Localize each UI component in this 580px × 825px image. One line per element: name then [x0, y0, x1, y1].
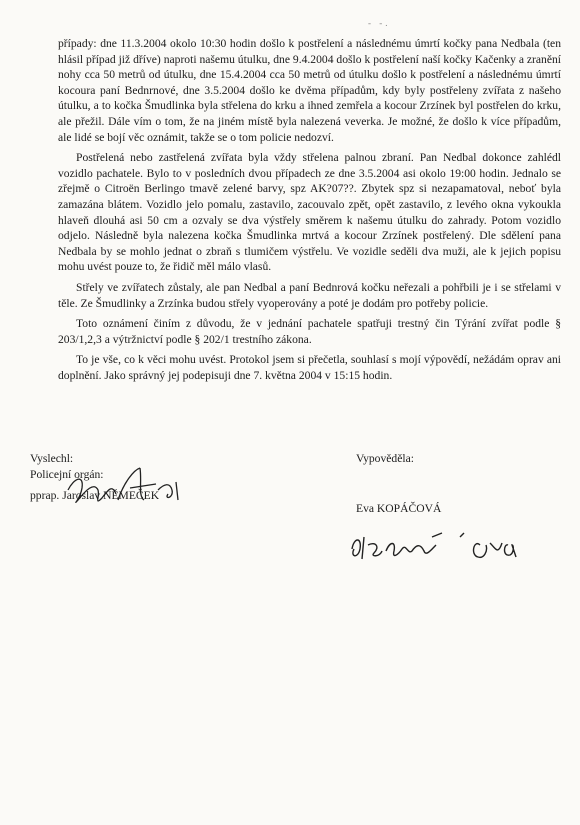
paragraph-vehicle: Postřelená nebo zastřelená zvířata byla vždy střelena palnou zbraní. Pan Nedbal dokonce zahlédl vozidlo pachatele. Bylo to v posledních dvou případech ze dne 3.5.2004 asi okolo 19:00 hodin. Jednalo se zřejmě o Citroën Berlingo tmavě zelené barvy, spz AK?07??. Zbytek spz si nezapamatoval, neboť byla zamazána blátem. Vozidlo jelo pomalu, zastavilo, zacouvalo zpět, opět zastavilo, z levého okna vykoukla hlaveň dlouhá asi 50 cm a ozvaly se dva výstřely směrem k našemu útulku do zahrady. Potom vozidlo odjelo. Následně byla nalezena kočka Šmudlinka mrtvá a kocour Zrzínek postřelený. Dle sdělení pana Nedbala by se mohlo jednat o zbraň s tlumičem výstřelu. Ve vozidle seděli dva muži, ale k jejich popisu mohu uvést pouze to, že řidič měl málo vlasů. — [58, 151, 561, 274]
testified-label: Vypověděla: — [356, 452, 414, 465]
witness-handwritten-signature — [346, 515, 536, 575]
paragraph-closing: To je vše, co k věci mohu uvést. Protokol jsem si přečetla, souhlasí s mojí výpovědí, nežádám oprav ani doplnění. Jako správný jej podepisuji dne 7. května 2004 v 15:15 hodin. — [58, 353, 561, 382]
paragraph-incidents: případy: dne 11.3.2004 okolo 10:30 hodin došlo k postřelení a následnému úmrtí kočky pana Nedbala (ten hlásil případ již dříve) naproti našemu útulku, dne 9.4.2004 došlo k postřelení naší kočky Kačenky a zranění nohy cca 50 metrů od útulku, dne 15.4.2004 cca 50 metrů od útulku došlo k postřelení a následnému úmrtí kocoura paní Bednrnové, dne 3.5.2004 došlo ke dvěma případům, kdy byly postřeleny zvířata z našeho útulku, a to kočka Šmudlinka byla střelena do krku a ihned zemřela a kocour Zrzínek byl postřelen do krku, ale přežil. Dále vím o tom, že na jiném místě byla nalezená veverka. Je možné, že došlo k více případům, ale lidé se bojí věc oznámit, takže se o tom policie nedozví. — [58, 37, 561, 144]
scan-speck: - -. — [368, 18, 391, 28]
officer-name: pprap. Jaroslav NĚMEČEK — [30, 489, 160, 503]
paragraph-reason: Toto oznámení činím z důvodu, že v jednání pachatele spatřuji trestný čin Týrání zvířat podle § 203/1,2,3 a výtržnictví podle § 202/1 trestního zákona. — [58, 317, 561, 346]
heard-label: Vyslechl: — [30, 452, 74, 465]
police-organ-label: Policejní orgán: — [30, 467, 104, 481]
paragraph-bullets: Střely ve zvířatech zůstaly, ale pan Nedbal a paní Bednrová kočku neřezali a pohřbili je i se střelami v těle. Ze Šmudlinky a Zrzínka budou střely vyoperovány a poté je dodám pro potřeby policie. — [58, 280, 561, 310]
witness-name: Eva KOPÁČOVÁ — [356, 501, 442, 515]
witness-signature-block — [356, 451, 556, 516]
officer-handwritten-signature — [60, 460, 200, 520]
statement-body — [58, 36, 561, 388]
